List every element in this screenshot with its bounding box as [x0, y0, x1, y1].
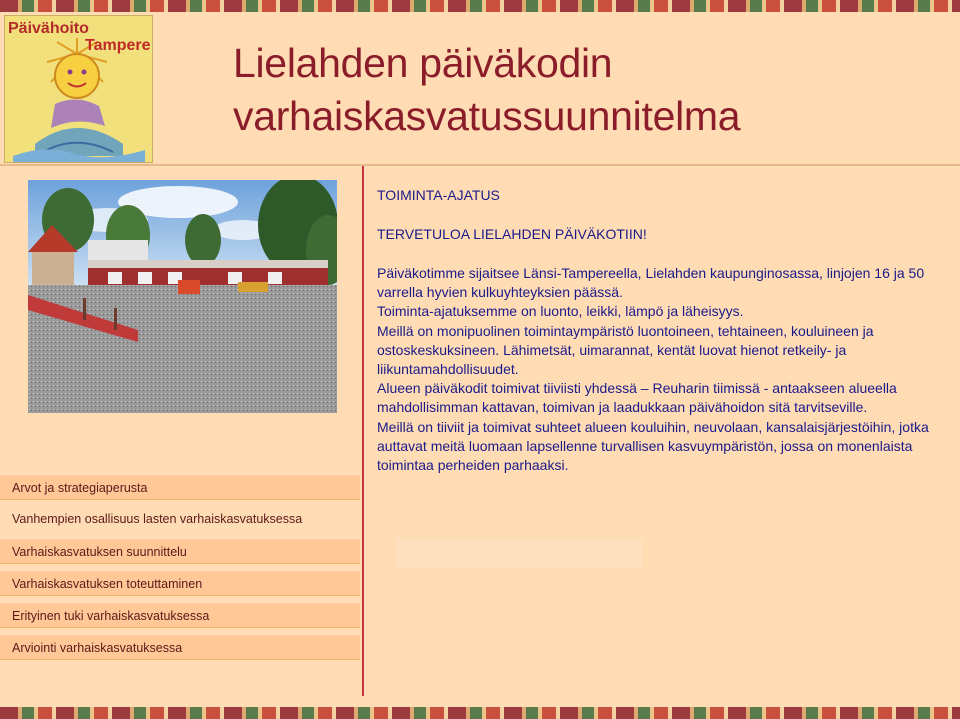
logo-line-tampere: Tampere: [85, 37, 151, 54]
page-title: [233, 37, 933, 143]
page-title-line-2: varhaiskasvatussuunnitelma: [233, 93, 741, 139]
paragraph-environment: Meillä on monipuolinen toimintaympäristö luontoineen, tehtaineen, kouluineen ja ostoskeskuksineen. Lähimetsät, uimarannat, kentät luovat hienot retkeily- ja liikuntamahdollisuudet.: [377, 322, 874, 378]
nav-item-vanhempien-osallisuus[interactable]: [0, 506, 360, 532]
paragraph-partners: Meillä on tiiviit ja toimivat suhteet alueen kouluihin, neuvolaan, kansalaisjärjestöihin, jotka auttavat meitä luomaan lapsellenne turvallisen kasvuympäristön, jossa on monenlaista toimintaa perheiden parhaaksi.: [377, 418, 929, 474]
paragraph-location: Päiväkotimme sijaitsee Länsi-Tampereella, Lielahden kaupunginosassa, linjojen 16 ja 50 varrella hyvien kulkuyhteyksien päässä.: [377, 265, 925, 301]
paragraph-team: Alueen päiväkodit toimivat tiiviisti yhdessä – Reuharin tiimissä - antaakseen alueella mahdollisimman kattavan, toimivan ja laadukkaan päivähoidon sitä tarvitseville.: [377, 380, 897, 416]
nav-label: Arviointi varhaiskasvatuksessa: [12, 641, 183, 655]
page-title-line-1: Lielahden päiväkodin: [233, 40, 613, 86]
decorative-border-top: [0, 0, 960, 12]
kindergarten-yard-photo: [28, 180, 337, 413]
nav-item-suunnittelu[interactable]: [0, 538, 360, 564]
column-divider: [362, 166, 364, 696]
nav-item-toteuttaminen[interactable]: [0, 570, 360, 596]
logo-line-paivahoito: Päivähoito: [8, 20, 89, 37]
decorative-border-bottom: [0, 707, 960, 719]
welcome-heading: TERVETULOA LIELAHDEN PÄIVÄKOTIIN!: [377, 226, 647, 242]
body-text: [377, 264, 937, 475]
nav-label: Varhaiskasvatuksen toteuttaminen: [12, 577, 203, 591]
nav-item-erityinen-tuki[interactable]: [0, 602, 360, 628]
logo-text: [8, 20, 151, 54]
section-heading: TOIMINTA-AJATUS: [377, 187, 500, 203]
nav-label: Varhaiskasvatuksen suunnittelu: [12, 545, 187, 559]
header-divider: [0, 164, 960, 166]
nav-label: Arvot ja strategiaperusta: [12, 481, 148, 495]
paivahoito-tampere-logo[interactable]: [4, 15, 153, 163]
nav-item-arviointi[interactable]: [0, 634, 360, 660]
nav-item-arvot[interactable]: [0, 474, 360, 500]
decorative-shade: [396, 538, 642, 568]
nav-label: Vanhempien osallisuus lasten varhaiskasvatuksessa: [12, 512, 303, 526]
nav-label: Erityinen tuki varhaiskasvatuksessa: [12, 609, 210, 623]
paragraph-mission: Toiminta-ajatuksemme on luonto, leikki, lämpö ja läheisyys.: [377, 303, 744, 320]
